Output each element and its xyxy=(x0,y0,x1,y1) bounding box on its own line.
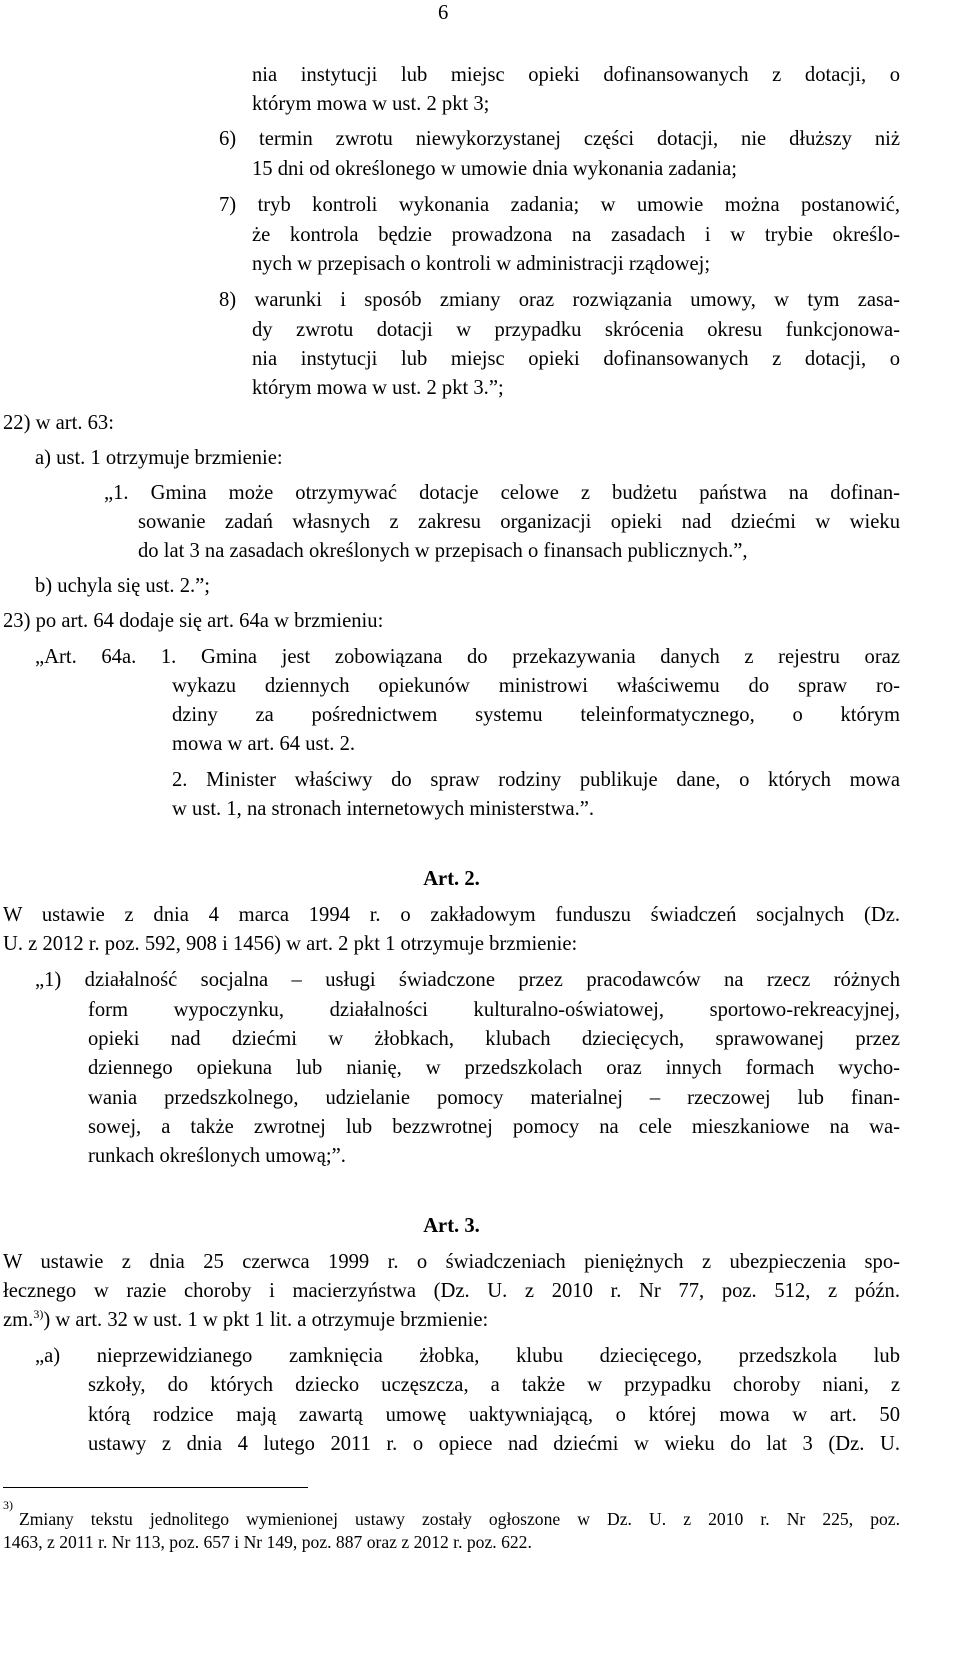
text-line: sowej, a także zwrotnej lub bezzwrotnej pomocy na cele mieszkaniowe na wa- xyxy=(88,1116,900,1138)
footnote xyxy=(3,1498,900,1554)
text-line: form wypoczynku, działalności kulturalno-oświatowej, sportowo-rekreacyjnej, xyxy=(88,999,900,1021)
text-line: 23) po art. 64 dodaje się art. 64a w brzmieniu: xyxy=(3,610,384,632)
text-line: wykazu dziennych opiekunów ministrowi właściwemu do spraw ro- xyxy=(172,675,900,697)
footnote-separator xyxy=(3,1487,308,1488)
text-line: dy zwrotu dotacji w przypadku skrócenia okresu funkcjonowa- xyxy=(252,319,900,341)
text-line: zm.$^{3)}$) w art. 32 w ust. 1 w pkt 1 lit. a otrzymuje brzmienie: xyxy=(3,1307,489,1331)
text-line: 2. Minister właściwy do spraw rodziny publikuje dane, o których mowa xyxy=(172,769,900,791)
text-line: mowa w art. 64 ust. 2. xyxy=(172,733,356,755)
text-line: „Art. 64a. 1. Gmina jest zobowiązana do przekazywania danych z rejestru oraz xyxy=(35,646,900,668)
text-line: w ust. 1, na stronach internetowych ministerstwa.”. xyxy=(172,798,595,820)
text-line: W ustawie z dnia 25 czerwca 1999 r. o świadczeniach pieniężnych z ubezpieczenia spo- xyxy=(3,1251,900,1273)
text-line: którym mowa w ust. 2 pkt 3; xyxy=(252,93,490,115)
footnote-line: 1463, z 2011 r. Nr 113, poz. 657 i Nr 149, poz. 887 oraz z 2012 r. poz. 622. xyxy=(3,1532,532,1552)
text-line: „1. Gmina może otrzymywać dotacje celowe z budżetu państwa na dofinan- xyxy=(104,482,900,504)
text-line: 15 dni od określonego w umowie dnia wykonania zadania; xyxy=(252,158,737,180)
footnote-line: Zmiany tekstu jednolitego wymienionej ustawy zostały ogłoszone w Dz. U. z 2010 r. Nr 225, poz. xyxy=(19,1509,900,1529)
text-line: opieki nad dziećmi w żłobkach, klubach dziecięcych, sprawowanej przez xyxy=(88,1028,900,1050)
text-line: W ustawie z dnia 4 marca 1994 r. o zakładowym funduszu świadczeń socjalnych (Dz. xyxy=(3,904,900,926)
article-heading: Art. 3. xyxy=(423,1215,480,1237)
text-line: dziny za pośrednictwem systemu teleinformatycznego, o którym xyxy=(172,704,900,726)
text-line: runkach określonych umową;”. xyxy=(88,1145,346,1167)
text-line: do lat 3 na zasadach określonych w przepisach o finansach publicznych.”, xyxy=(138,540,748,562)
text-line: łecznego w razie choroby i macierzyństwa (Dz. U. z 2010 r. Nr 77, poz. 512, z późn. xyxy=(3,1280,900,1302)
text-line: że kontrola będzie prowadzona na zasadach i w trybie określo- xyxy=(252,224,900,246)
text-line: którym mowa w ust. 2 pkt 3.”; xyxy=(252,377,504,399)
text-line: a) ust. 1 otrzymuje brzmienie: xyxy=(35,447,283,469)
text-line: nia instytucji lub miejsc opieki dofinansowanych z dotacji, o xyxy=(252,348,900,370)
text-line: wania przedszkolnego, udzielanie pomocy materialnej – rzeczowej lub finan- xyxy=(88,1087,900,1109)
footnote-reference: 3) xyxy=(33,1307,44,1322)
article-heading: Art. 2. xyxy=(423,868,480,890)
text-line: 6) termin zwrotu niewykorzystanej części dotacji, nie dłuższy niż xyxy=(219,128,900,150)
text-line: szkoły, do których dziecko uczęszcza, a także w przypadku choroby niani, z xyxy=(88,1374,900,1396)
text-line: „1) działalność socjalna – usługi świadczone przez pracodawców na rzecz różnych xyxy=(35,969,900,991)
text-line: 7) tryb kontroli wykonania zadania; w umowie można postanowić, xyxy=(219,194,900,216)
text-line: którą rodzice mają zawartą umowę uaktywniającą, o której mowa w art. 50 xyxy=(88,1404,900,1426)
text-line: sowanie zadań własnych z zakresu organizacji opieki nad dziećmi w wieku xyxy=(138,511,900,533)
page-number: 6 xyxy=(438,2,449,24)
text-line: 22) w art. 63: xyxy=(3,412,114,434)
text-line: 8) warunki i sposób zmiany oraz rozwiązania umowy, w tym zasa- xyxy=(219,289,900,311)
text-line: „a) nieprzewidzianego zamknięcia żłobka, klubu dziecięcego, przedszkola lub xyxy=(35,1345,900,1367)
footnote-marker: 3) xyxy=(3,1498,13,1512)
text-line: U. z 2012 r. poz. 592, 908 i 1456) w art. 2 pkt 1 otrzymuje brzmienie: xyxy=(3,933,578,955)
text-line: nia instytucji lub miejsc opieki dofinansowanych z dotacji, o xyxy=(252,64,900,86)
text-line: ustawy z dnia 4 lutego 2011 r. o opiece nad dziećmi w wieku do lat 3 (Dz. U. xyxy=(88,1433,900,1455)
text-line: b) uchyla się ust. 2.”; xyxy=(35,575,211,597)
text-line: nych w przepisach o kontroli w administracji rządowej; xyxy=(252,253,711,275)
text-line: dziennego opiekuna lub nianię, w przedszkolach oraz innych formach wycho- xyxy=(88,1057,900,1079)
